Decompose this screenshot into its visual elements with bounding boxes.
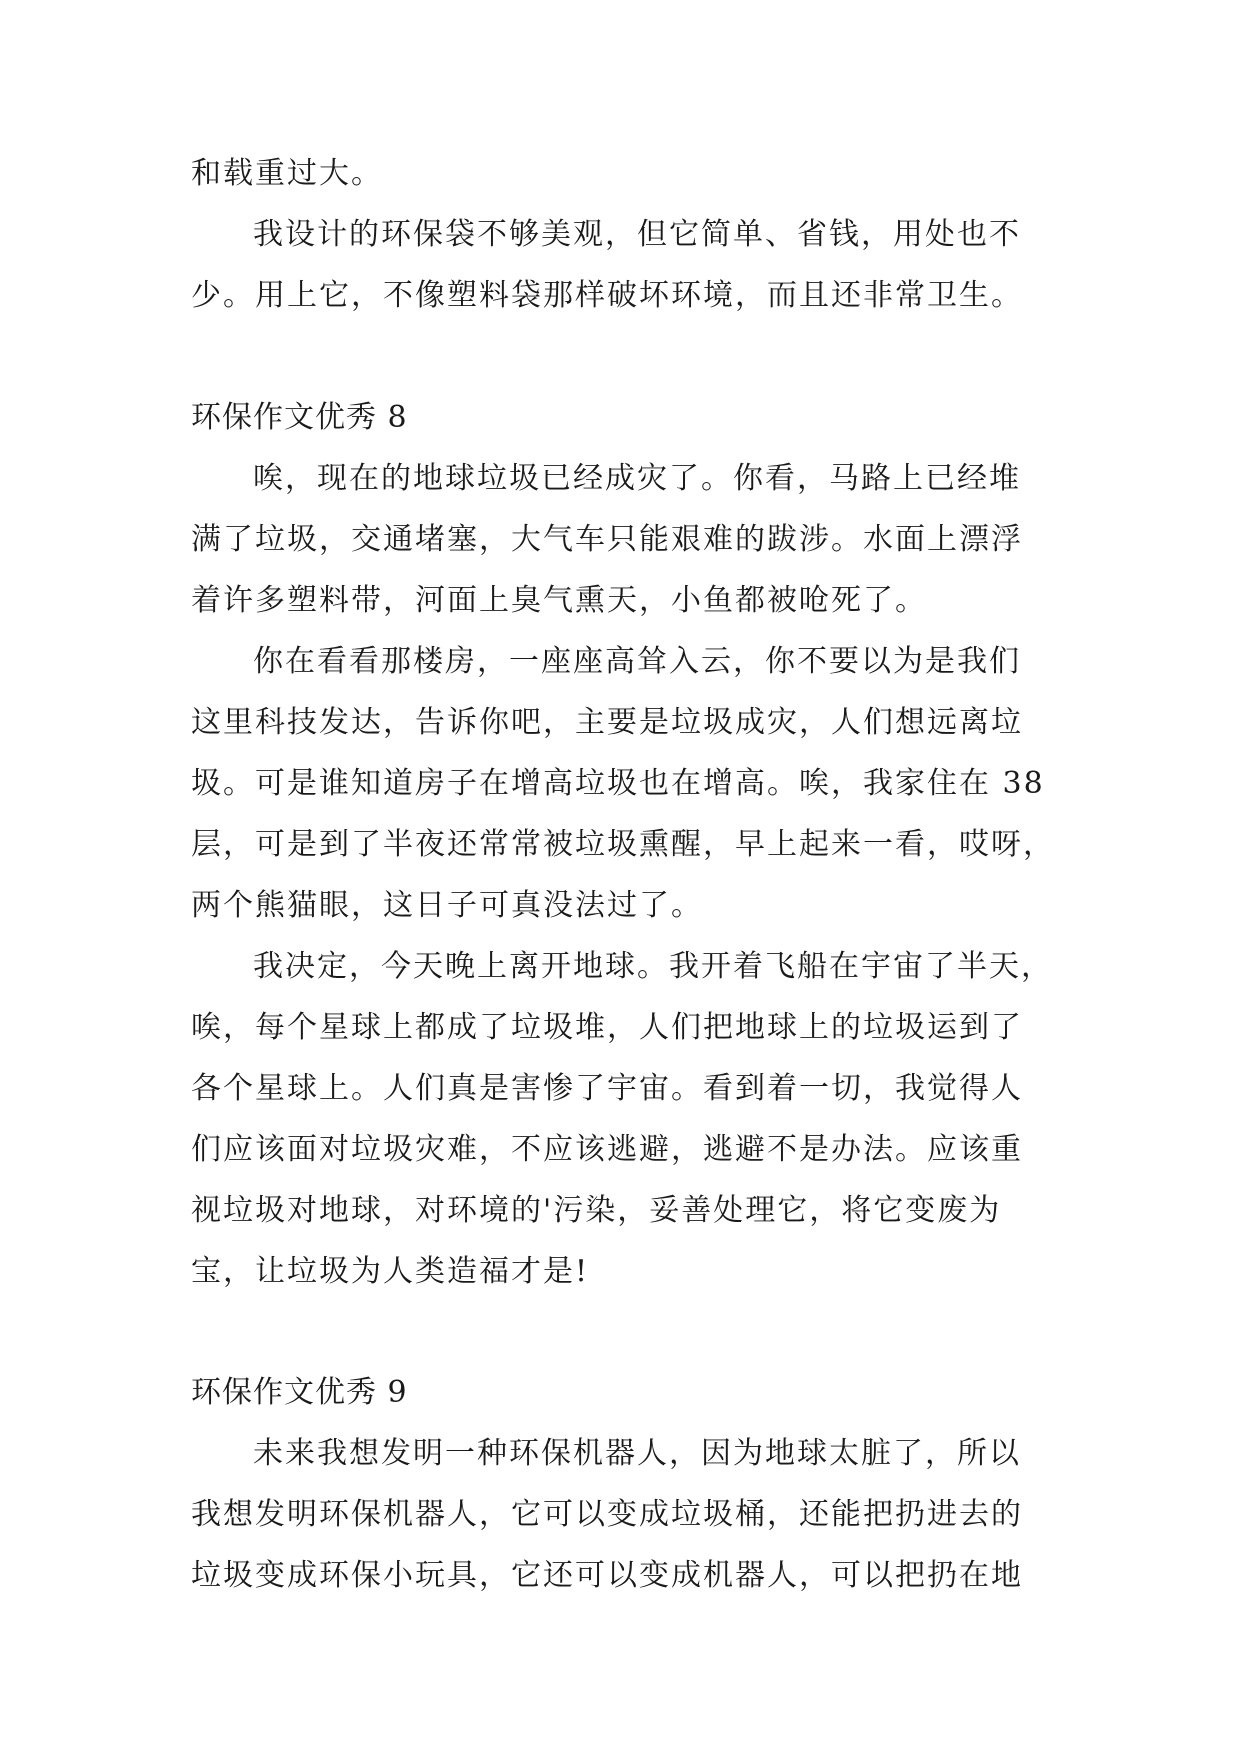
paragraph-line: 各个星球上。人们真是害惨了宇宙。看到着一切，我觉得人 [191,1071,1023,1106]
paragraph-line: 满了垃圾，交通堵塞，大气车只能艰难的跋涉。水面上漂浮 [191,522,1023,557]
paragraph-line: 你在看看那楼房，一座座高耸入云，你不要以为是我们 [253,644,1021,679]
paragraph-line: 两个熊猫眼，这日子可真没法过了。 [191,888,703,923]
paragraph-line: 唉，现在的地球垃圾已经成灾了。你看，马路上已经堆 [253,461,1021,496]
paragraph-line: 圾。可是谁知道房子在增高垃圾也在增高。唉，我家住在 38 [191,766,1045,801]
paragraph-line: 未来我想发明一种环保机器人，因为地球太脏了，所以 [253,1436,1021,1471]
paragraph-line: 这里科技发达，告诉你吧，主要是垃圾成灾，人们想远离垃 [191,705,1023,740]
paragraph-line: 我设计的环保袋不够美观，但它简单、省钱，用处也不 [253,217,1021,252]
paragraph-line: 宝，让垃圾为人类造福才是! [191,1254,590,1289]
paragraph-line: 着许多塑料带，河面上臭气熏天，小鱼都被呛死了。 [191,583,927,618]
paragraph-line: 垃圾变成环保小玩具，它还可以变成机器人，可以把扔在地 [191,1558,1023,1593]
paragraph-line: 唉，每个星球上都成了垃圾堆，人们把地球上的垃圾运到了 [191,1010,1023,1045]
paragraph-line: 们应该面对垃圾灾难，不应该逃避，逃避不是办法。应该重 [191,1132,1023,1167]
paragraph-line: 视垃圾对地球，对环境的'污染，妥善处理它，将它变废为 [191,1193,1002,1228]
paragraph-line: 和载重过大。 [191,156,383,191]
section-heading: 环保作文优秀 9 [191,1375,408,1410]
paragraph-line: 少。用上它，不像塑料袋那样破坏环境，而且还非常卫生。 [191,278,1023,313]
paragraph-line: 我决定，今天晚上离开地球。我开着飞船在宇宙了半天， [253,949,1053,984]
paragraph-line: 层，可是到了半夜还常常被垃圾熏醒，早上起来一看，哎呀， [191,827,1055,862]
section-heading: 环保作文优秀 8 [191,400,408,435]
paragraph-line: 我想发明环保机器人，它可以变成垃圾桶，还能把扔进去的 [191,1497,1023,1532]
